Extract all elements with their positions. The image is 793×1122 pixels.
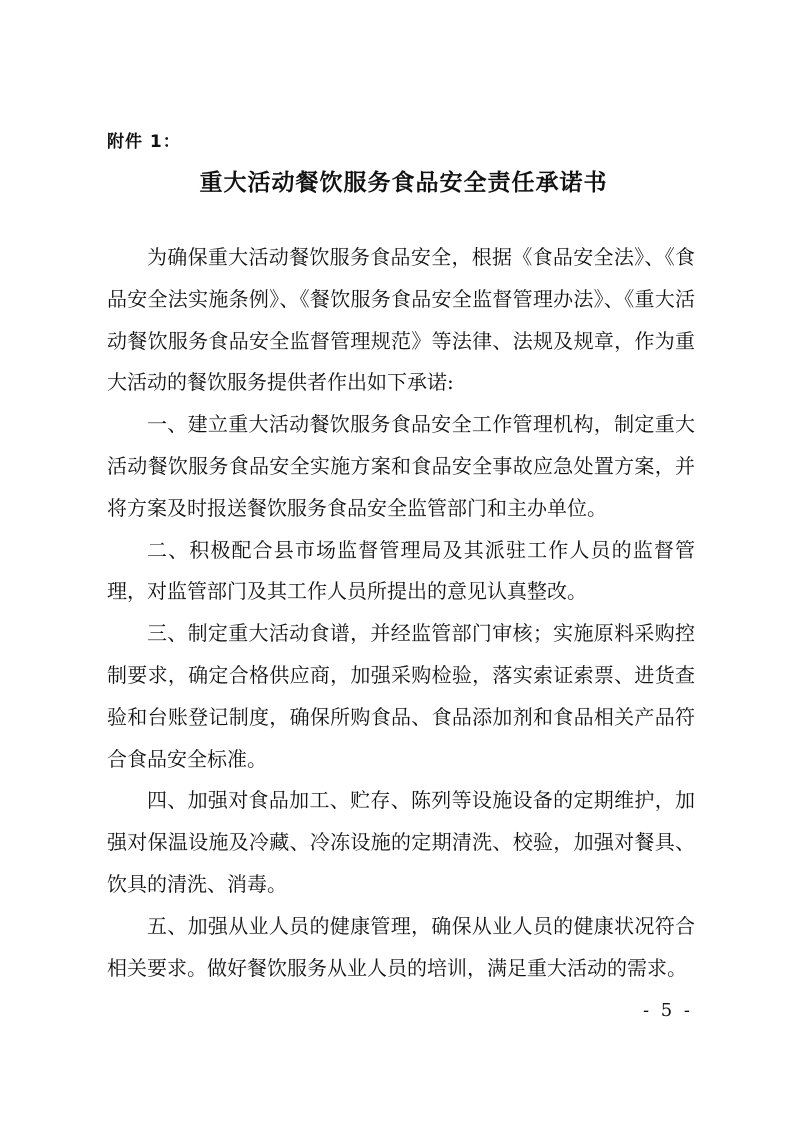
document-body (107, 237, 695, 989)
paragraph-intro: 为确保重大活动餐饮服务食品安全，根据《食品安全法》、《食品安全法实施条例》、《餐饮服务食品安全监督管理办法》、《重大活动餐饮服务食品安全监督管理规范》等法律、法规及规章，作为重大活动的餐饮服务提供者作出如下承诺: (107, 245, 695, 395)
paragraph-item-2: 二、积极配合县市场监督管理局及其派驻工作人员的监督管理，对监管部门及其工作人员所提出的意见认真整改。 (107, 537, 695, 604)
page-number: - 5 - (642, 1000, 693, 1021)
paragraph-item-4: 四、加强对食品加工、贮存、陈列等设施设备的定期维护，加强对保温设施及冷藏、冷冻设施的定期清洗、校验，加强对餐具、饮具的清洗、消毒。 (107, 788, 695, 896)
paragraph-item-5: 五、加强从业人员的健康管理，确保从业人员的健康状况符合相关要求。做好餐饮服务从业人员的培训，满足重大活动的需求。 (107, 913, 695, 980)
document-title: 重大活动餐饮服务食品安全责任承诺书 (199, 170, 608, 196)
paragraph-item-3: 三、制定重大活动食谱，并经监管部门审核；实施原料采购控制要求，确定合格供应商，加强采购检验，落实索证索票、进货查验和台账登记制度，确保所购食品、食品添加剂和食品相关产品符合食品安全标准。 (107, 621, 695, 771)
paragraph-item-1: 一、建立重大活动餐饮服务食品安全工作管理机构，制定重大活动餐饮服务食品安全实施方案和食品安全事故应急处置方案，并将方案及时报送餐饮服务食品安全监管部门和主办单位。 (107, 412, 695, 520)
attachment-label: 附件 1： (107, 132, 181, 152)
